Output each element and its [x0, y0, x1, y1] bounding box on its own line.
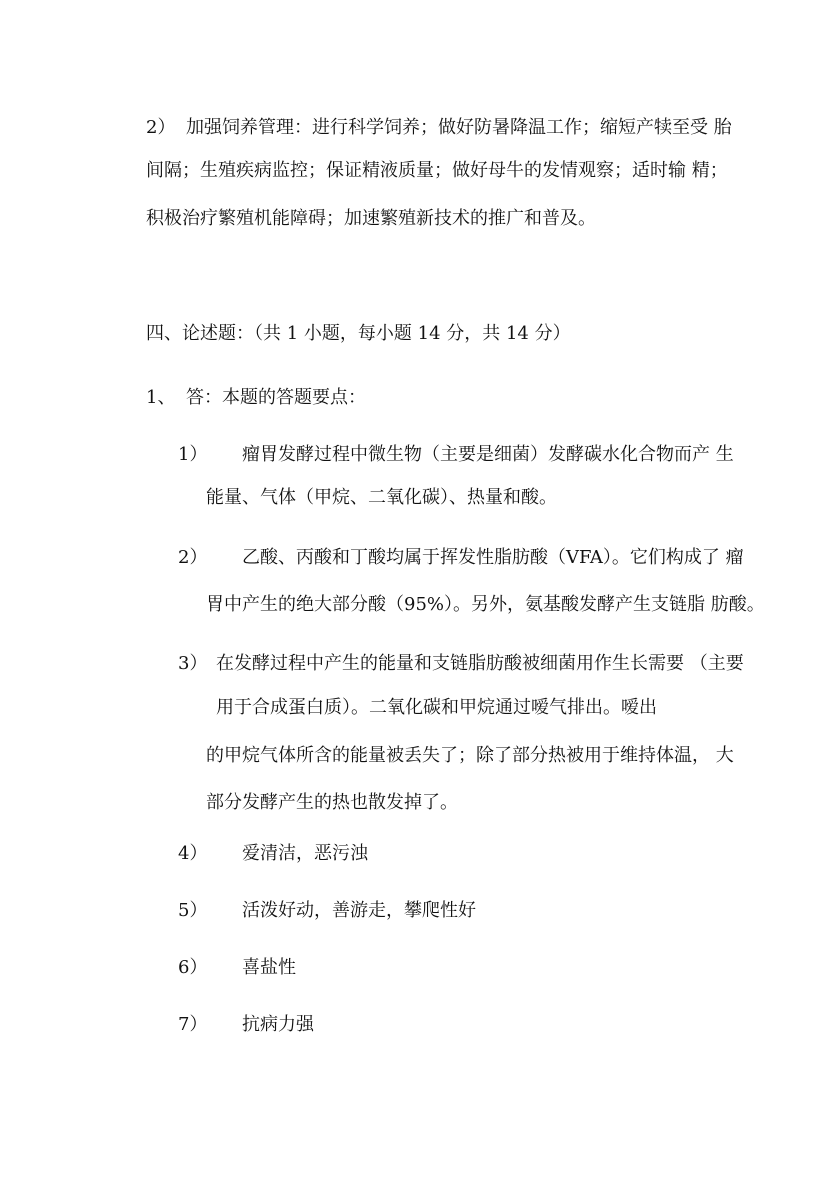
point-line: 用于合成蛋白质）。二氧化碳和甲烷通过嗳气排出。嗳出 [216, 697, 657, 718]
text-line: 间隔；生殖疾病监控；保证精液质量；做好母牛的发情观察；适时输 精； [146, 160, 728, 181]
point-line: 乙酸、丙酸和丁酸均属于挥发性脂肪酸（VFA）。它们构成了 瘤 [242, 547, 744, 568]
text-line: 积极治疗繁殖机能障碍；加速繁殖新技术的推广和普及。 [146, 208, 596, 229]
point-number: 5） [178, 900, 208, 921]
point-line: 的甲烷气体所含的能量被丢失了；除了部分热被用于维持体温， 大 [206, 745, 734, 766]
point-number: 1） [178, 444, 208, 465]
point-line: 能量、气体（甲烷、二氧化碳）、热量和酸。 [206, 487, 557, 508]
question-text: 答：本题的答题要点： [186, 387, 366, 408]
item-number: 2） [146, 117, 176, 138]
point-line: 爱清洁，恶污浊 [242, 843, 368, 864]
section-heading: 四、论述题：（共 1 小题，每小题 14 分，共 14 分） [146, 323, 571, 344]
point-number: 3） [178, 653, 208, 674]
point-number: 2） [178, 547, 208, 568]
point-line: 抗病力强 [242, 1014, 314, 1035]
point-number: 7） [178, 1014, 208, 1035]
point-line: 瘤胃发酵过程中微生物（主要是细菌）发酵碳水化合物而产 生 [242, 444, 734, 465]
point-line: 活泼好动，善游走，攀爬性好 [242, 900, 476, 921]
question-number: 1、 [146, 387, 176, 408]
point-line: 胃中产生的绝大部分酸（95%）。另外，氨基酸发酵产生支链脂 肪酸。 [206, 594, 765, 615]
point-number: 4） [178, 843, 208, 864]
point-line: 喜盐性 [242, 957, 296, 978]
point-number: 6） [178, 957, 208, 978]
text-line: 加强饲养管理：进行科学饲养；做好防暑降温工作；缩短产犊至受 胎 [186, 117, 732, 138]
point-line: 在发酵过程中产生的能量和支链脂肪酸被细菌用作生长需要 （主要 [216, 653, 744, 674]
point-line: 部分发酵产生的热也散发掉了。 [206, 792, 458, 813]
